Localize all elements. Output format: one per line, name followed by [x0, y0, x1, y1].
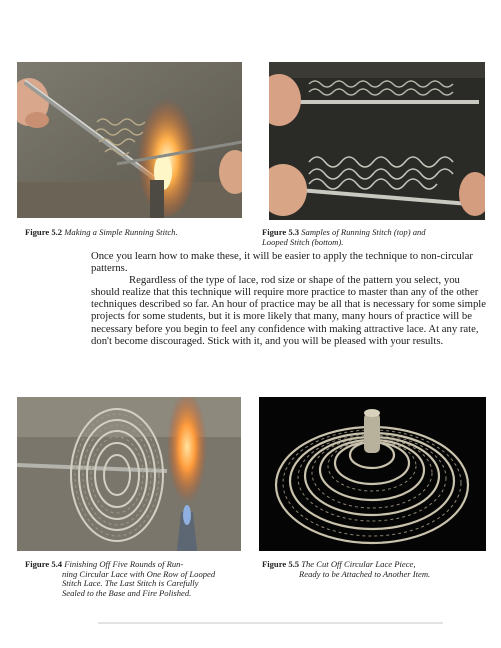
caption-text: Making a Simple Running Stitch.	[64, 227, 178, 237]
caption-text: Stitch Lace. The Last Stitch is Carefully	[62, 578, 199, 589]
figure-label: Figure 5.5	[262, 559, 300, 569]
bottom-rule	[98, 622, 443, 624]
figure-5-5-caption	[262, 560, 482, 579]
body-paragraph: Once you learn how to make these, it will be easier to apply the technique to non-circular patterns.	[91, 250, 473, 275]
figure-5-5-photo	[259, 397, 486, 551]
caption-text: The Cut Off Circular Lace Piece,	[301, 559, 416, 569]
caption-text: Finishing Off Five Rounds of Run-	[64, 559, 184, 569]
figure-5-2-photo	[17, 62, 242, 218]
caption-text: Samples of Running Stitch (top) and	[301, 227, 426, 237]
figure-5-4-photo	[17, 397, 241, 551]
figure-5-4-caption	[25, 560, 235, 598]
figure-5-3-caption	[262, 228, 487, 247]
figure-label: Figure 5.2	[25, 227, 63, 237]
figure-label: Figure 5.3	[262, 227, 300, 237]
figure-label: Figure 5.4	[25, 559, 63, 569]
figure-5-3-photo	[269, 62, 485, 220]
body-paragraph: Regardless of the type of lace, rod size or shape of the pattern you select, you should realize that this technique will require more practice to master than any of the other techniques described so far. An hour of practice may be all that is necessary for some simple projects for some students, but it is more likely that many, many hours of practice will be necessary before you begin to feel any confidence with making attractive lace. At any rate, don't become discouraged. Stick with it, and you will be pleased with your results.	[91, 274, 487, 347]
caption-text: Sealed to the Base and Fire Polished.	[62, 587, 192, 598]
caption-text: Looped Stitch (bottom).	[262, 236, 344, 247]
figure-5-2-caption	[25, 228, 245, 238]
caption-text: Ready to be Attached to Another Item.	[299, 568, 431, 579]
body-text	[91, 250, 487, 347]
caption-text: ning Circular Lace with One Row of Looped	[62, 568, 216, 579]
